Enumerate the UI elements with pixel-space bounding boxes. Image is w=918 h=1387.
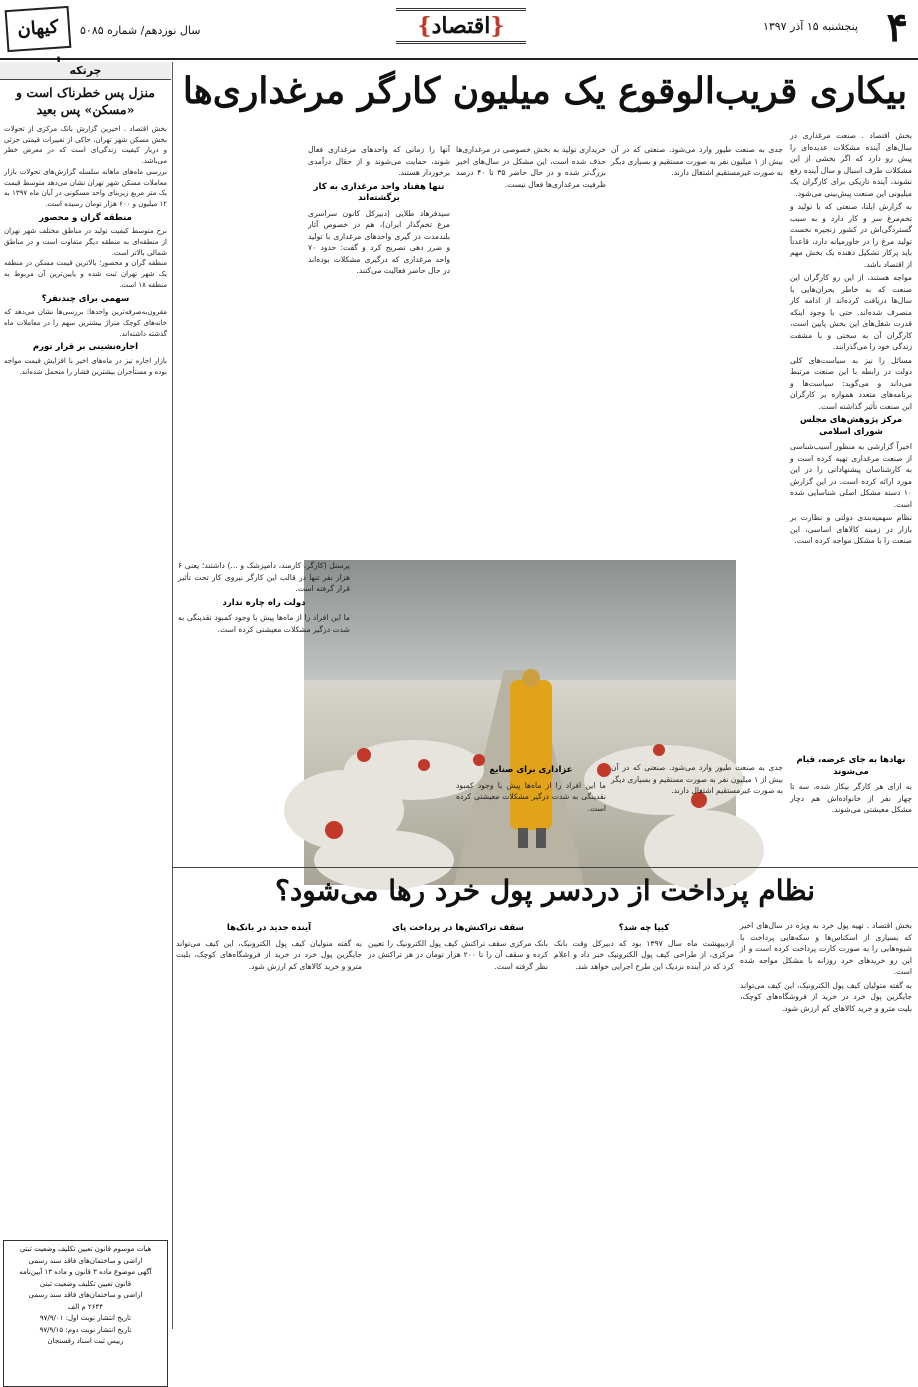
article-2-headline: نظام پرداخت از دردسر پول خرد رها می‌شود؟ [274,874,816,907]
article-2-subhead: آینده جدید در بانک‌ها [226,923,312,933]
article-1-col-left-b: پرسنل (کارگر، کارمند، دامپزشک و ...) داشتند؛ یعنی ۶ هزار نفر تنها در قالب این کارگر نیروی کار تحت تأثیر قرار گرفته است. دولت راه چاره ندارد ما این افراد را از ماه‌ها پیش با وجود کمبود نقدینگی به شدت درگیر مشکلات معیشتی کرده است. [178,561,350,634]
divider [172,867,918,868]
article-1-headline: بیکاری قریب‌الوقوع یک میلیون کارگر مرغداری‌ها [182,70,908,112]
sidebar [0,62,171,1345]
sidebar-subhead: منطقه گران و محصور [39,212,132,223]
issue-number: سال نوزدهم/ شماره ۵۰۸۵ [80,24,201,37]
article-2-subhead: کیپا چه شد؟ [618,923,670,933]
page-number: ۴ [886,4,908,51]
article-2-col-3: سقف تراکنش‌ها در پرداخت پای بانک مرکزی سقف تراکنش کیف پول الکترونیک را تعیین کرده و سقف آن را تا ۲۰۰ هزار تومان در هر تراکنش در نظر گرفته است. [368,923,548,971]
sidebar-body: بخش اقتصاد . اخیرین گزارش بانک مرکزی از تحولات بخش مسکن شهر تهران، حاکی از تغییرات قیمتی جزئی و دربار کیفیت زندگی‌ای است که در معرض خطر می‌باشد. بررسی ماه‌های ماهانه سلسله گزارش‌های تحولات بازار معاملات مسکن شهر تهران نشان می‌دهد متوسط قیمت یک متر مربع زیربنای واحد مسکونی در آبان ماه ۱۳۹۷ به ۱۲ میلیون و ۶۰۰ هزار تومان رسیده است. منطقه گران و محصور نرخ متوسط کیفیت تولید در مناطق مختلف شهر تهران از منطقه‌ای به منطقه دیگر متفاوت است و در مناطق شمالی بالاتر است. منطقه گران و محصور؛ بالاترین قیمت مسکن در منطقه یک شهر تهران ثبت شده و پایین‌ترین آن مربوط به منطقه ۱۸ است. سهمی برای چندنفر؟ مقرون‌به‌صرفه‌ترین واحدها: بررسی‌ها نشان می‌دهد که خانه‌های کوچک متراژ بیشترین سهم را در معاملات ماه گذشته داشته‌اند. اجاره‌نشینی بر قرار تورم بازار اجاره نیز در ماه‌های اخیر با افزایش قیمت مواجه بوده و مستأجران بیشترین فشار را متحمل شده‌اند. [4,125,167,376]
article-1-col-bottom-c: عزاداری برای صنایع ما این افراد را از ماه‌ها پیش با وجود کمبود نقدینگی به شدت درگیر مشکلات معیشتی کرده است. [456,765,606,813]
article-1-col-bottom-b: جدی به صنعت طیور وارد می‌شود. صنعتی که در آن بیش از ۱ میلیون نفر به صورت مستقیم و بسیاری دیگر به صورت غیرمستقیم اشتغال دارند. [611,763,783,795]
legal-notice-box: هیات موسوم قانون تعیین تکلیف وضعیت ثبتی اراضی و ساختمان‌های فاقد سند رسمی آگهی موضوع ماده ۳ قانون و ماده ۱۳ آیین‌نامه قانون تعیین تکلیف وضعیت ثبتی اراضی و ساختمان‌های فاقد سند رسمی ۲۶۴۴ م الف تاریخ انتشار نوبت اول: ۹۷/۹/۰۱ تاریخ انتشار نوبت دوم: ۹۷/۹/۱۵ رییس ثبت اسناد رفسنجان [3,1240,168,1387]
article-1-subhead: دولت راه چاره ندارد [222,597,306,608]
sidebar-title: منزل پس خطرناک است و «مسکن» پس بعید [16,85,155,117]
article-1-subhead: عزاداری برای صنایع [489,765,573,775]
article-2-col-2: کیپا چه شد؟ اردیبهشت ماه سال ۱۳۹۷ بود که دبیرکل وقت بانک مرکزی، از طراحی کیف پول الکترونیک خبر داد و اعلام کرد که در آینده نزدیک این طرح اجرایی خواهد شد. [554,923,734,971]
article-1-col-mid-a: جدی به صنعت طیور وارد می‌شود. صنعتی که در آن بیش از ۱ میلیون نفر به صورت مستقیم و بسیاری دیگر به صورت غیرمستقیم اشتغال دارند. [611,145,783,177]
article-1-subhead: نهادها به جای عرضه، قیام می‌شوند [796,755,906,777]
masthead [0,0,918,60]
article-1-subhead: تنها هفتاد واحد مرغداری به کار برگشته‌اند [313,181,445,203]
main-area [172,62,918,1329]
sidebar-subhead: اجاره‌نشینی بر قرار تورم [32,342,139,353]
article-1-col-bottom-a: نهادها به جای عرضه، قیام می‌شوند به ازای هر کارگر بیکار شده، سه تا چهار نفر از خانواده‌اش هم دچار مشکل معیشتی می‌شوند. [790,755,912,814]
article-1-col-left-a: آنها را زمانی که واحدهای مرغداری فعال شوند، حمایت می‌شوند و از حقال درآمدی برخوردار هستند. تنها هفتاد واحد مرغداری به کار برگشته‌اند سیدفرهاد طلایی (دبیرکل کانون سراسری مرغ تخم‌گذار ایران)، هم در خصوص آثار بلندمدت در گیری واحدهای مرغداری با تولید و ضرر دهی تصریح کرد و گفت: حدود ۷۰ واحد مرغداری که درگیری مشکلات بوده‌اند در حال حاضر فعالیت می‌کنند. [308,145,450,275]
sidebar-subhead: سهمی برای چندنفر؟ [41,293,130,304]
newspaper-logo: کیهان [5,6,72,52]
article-2-col-4: آینده جدید در بانک‌ها به گفته متولیان کیف پول الکترونیک، این کیف می‌تواند جایگزین پول خرد در خرید از فروشگاه‌های کوچک، بلیت مترو و خرید کالاهای کم ارزش شود. [176,923,362,971]
article-1-col-right: بخش اقتصاد . صنعت مرغداری در سال‌های آینده مشکلات عدیده‌ای را پیش رو دارد که اگر بخشی از این مشکلات طرف اسبال و سال آینده رفع نشوند، آینده تاریکی برای کارگران یک میلیونی این صنعت پیش‌بینی می‌شود. به گزارش ایلنا، صنعتی که با تولید و تخم‌مرغ سر و کار دارد و به سبب گستردگی‌اش در کشور زنجیره نخست تولید مرغ را در خاورمیانه دارد، قاعدتاً باید پرکار تشکیل دهنده یک بخش مهم از اقتصاد باشد. مواجه هستند، از این رو کارگران این صنعت که به خاطر بحران‌هایی با سال‌ها دریافت کرده‌اند از ادامه کار منصرف شده‌اند. حتی با وجود اینکه قدرت شغل‌های این بخش پایین است، کارگران آن به سختی و با مشقت زندگی خود را می‌گذرانند. مسائل را نیز به سیاست‌های کلی دولت در رابطه با این صنعت مرتبط می‌داند و می‌گوید: سیاست‌ها و برنامه‌های متعدد همواره بر کارگران این صنعت تأثیر گذاشته است. مرکز پژوهش‌های مجلس شورای اسلامی اخیراً گزارشی به منظور آسیب‌شناسی از صنعت مرغداری تهیه کرده است و به کارشناسان پیشنهاداتی را در این مورد ارائه کرده است. در این گزارش ۱۰ دسته مشکل اصلی شناسایی شده است. نظام سهمیه‌بندی دولتی و نظارت بر بازار در زمینه کالاهای اساسی، این صنعت را با مشکل مواجه کرده است. [790,131,912,545]
section-title: {اقتصاد} [396,8,526,44]
sidebar-label: چرتکه [0,62,171,80]
article-1-col-mid-b: خریداری تولید به بخش خصوصی در مرغداری‌ها حذف شده است، این مشکل در سال‌های اخیر بزرگ‌تر شده و در حال حاضر ۳۵ تا ۴۰ درصد ظرفیت مرغداری‌ها فعال نیست. [456,145,606,189]
article-2-subhead: سقف تراکنش‌ها در پرداخت پای [392,923,524,933]
article-1-subhead: مرکز پژوهش‌های مجلس شورای اسلامی [799,415,903,437]
issue-date: پنجشنبه ۱۵ آذر ۱۳۹۷ [762,20,858,33]
article-2-col-1: بخش اقتصاد . تهیه پول خرد به ویژه در سال‌های اخیر که بسیاری از اسکناس‌ها و سکه‌هایی پرداخت با شیوه‌هایی را به صورت کارت پرداخت کرده است و از این رو خریدهای خرد روزانه با مشکل مواجه شده است. به گفته متولیان کیف پول الکترونیک، این کیف می‌تواند جایگزین پول خرد در خرید از فروشگاه‌های کوچک، بلیت مترو و خرید کالاهای کم ارزش شود. [740,921,912,1013]
